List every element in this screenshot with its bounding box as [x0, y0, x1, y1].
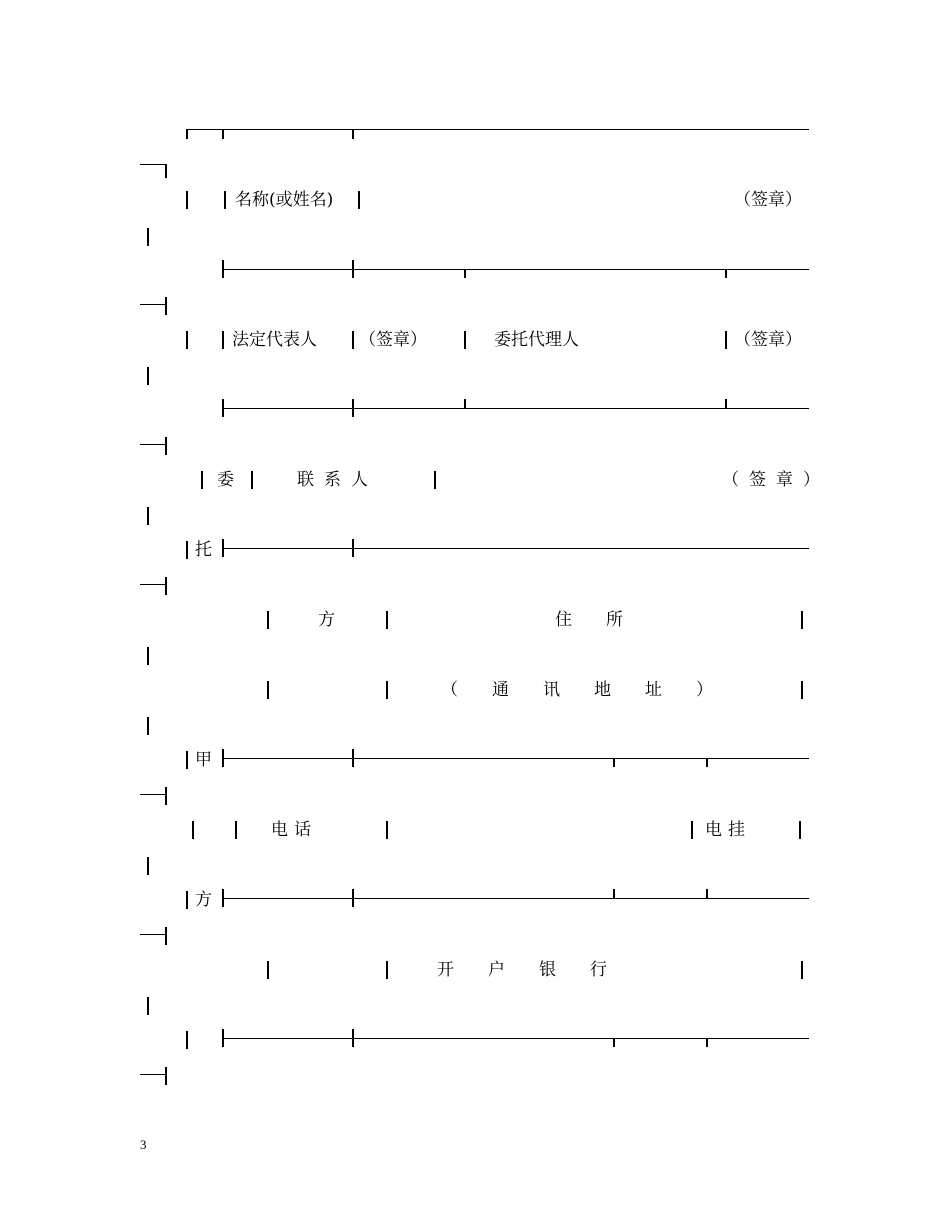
- agent-label: 委托代理人: [494, 330, 579, 350]
- phone-label: 电话: [271, 820, 317, 840]
- rule-tick: [464, 269, 466, 278]
- cell-border: [386, 611, 388, 629]
- rule-tick: [706, 1038, 708, 1047]
- rule-tick: [222, 260, 224, 278]
- wrap-fragment: [140, 934, 166, 935]
- wrap-fragment: [147, 647, 149, 665]
- rule-tick: [613, 1038, 615, 1047]
- rule-tick: [352, 260, 354, 278]
- rule-tick: [222, 129, 224, 139]
- name-sign: （签章）: [734, 190, 802, 210]
- cell-border: [725, 331, 727, 349]
- wrap-fragment: [165, 297, 167, 315]
- cell-border: [386, 821, 388, 839]
- rule-tick: [352, 1029, 354, 1047]
- cell-border: [267, 961, 269, 979]
- telegraph-label: 电挂: [705, 820, 751, 840]
- rule-tick: [613, 889, 615, 898]
- fang-label: 方: [318, 610, 335, 630]
- wrap-fragment: [140, 444, 166, 445]
- wrap-fragment: [140, 584, 166, 585]
- wrap-fragment: [165, 437, 167, 455]
- rule-tick: [725, 269, 727, 278]
- cell-border: [192, 821, 194, 839]
- wrap-fragment: [165, 787, 167, 805]
- cell-border: [386, 681, 388, 699]
- rule-tick: [706, 889, 708, 898]
- rule-tick: [222, 399, 224, 417]
- wrap-fragment: [147, 717, 149, 735]
- party-char-tuo: 托: [195, 540, 212, 560]
- wrap-fragment: [147, 997, 149, 1015]
- party-char-fang: 方: [195, 890, 212, 910]
- rule-tick: [222, 1029, 224, 1047]
- rule-6: [222, 1038, 809, 1039]
- rule-tick: [706, 758, 708, 767]
- cell-border: [186, 1031, 188, 1049]
- cell-border: [352, 331, 354, 349]
- cell-border: [799, 821, 801, 839]
- cell-border: [224, 191, 226, 209]
- party-char-jia: 甲: [195, 750, 212, 770]
- cell-border: [801, 681, 803, 699]
- cell-border: [201, 471, 203, 489]
- rule-3: [222, 548, 809, 549]
- rule-tick: [725, 399, 727, 408]
- rule-1: [222, 269, 809, 270]
- rule-tick: [352, 399, 354, 417]
- cell-border: [386, 961, 388, 979]
- wrap-fragment: [140, 794, 166, 795]
- mail-address-label: （通讯地址）: [441, 680, 747, 700]
- contact-label: 联系人: [297, 470, 378, 490]
- cell-border: [186, 751, 188, 769]
- rule-tick: [613, 758, 615, 767]
- rule-4: [222, 758, 809, 759]
- legal-rep-sign: （签章）: [359, 330, 427, 350]
- wrap-fragment: [165, 577, 167, 595]
- bank-label: 开户银行: [437, 960, 641, 980]
- name-label: 名称(或姓名): [235, 190, 334, 210]
- cell-border: [691, 821, 693, 839]
- cell-border: [801, 961, 803, 979]
- cell-border: [434, 471, 436, 489]
- cell-border: [235, 821, 237, 839]
- contact-sign: （签章）: [722, 470, 830, 490]
- cell-border: [251, 471, 253, 489]
- cell-border: [186, 541, 188, 559]
- cell-border: [186, 191, 188, 209]
- wrap-fragment: [165, 927, 167, 945]
- rule-tick: [222, 889, 224, 907]
- party-char-wei: 委: [217, 470, 234, 490]
- cell-border: [222, 331, 224, 349]
- page-number: 3: [140, 1137, 147, 1152]
- rule-tick: [352, 539, 354, 557]
- rule-tick: [222, 539, 224, 557]
- legal-rep-label: 法定代表人: [232, 330, 317, 350]
- cell-border: [358, 191, 360, 209]
- rule-tick: [186, 129, 188, 139]
- wrap-fragment: [165, 164, 167, 178]
- rule-top: [186, 129, 809, 130]
- rule-2: [222, 408, 809, 409]
- rule-tick: [464, 399, 466, 408]
- rule-5: [222, 898, 809, 899]
- cell-border: [267, 611, 269, 629]
- rule-tick: [352, 749, 354, 767]
- wrap-fragment: [147, 507, 149, 525]
- cell-border: [801, 611, 803, 629]
- rule-tick: [222, 749, 224, 767]
- wrap-fragment: [147, 367, 149, 385]
- wrap-fragment: [165, 1067, 167, 1085]
- wrap-fragment: [147, 228, 149, 246]
- wrap-fragment: [140, 164, 166, 165]
- rule-tick: [352, 129, 354, 139]
- address-label: 住所: [555, 610, 657, 630]
- cell-border: [464, 331, 466, 349]
- wrap-fragment: [147, 857, 149, 875]
- wrap-fragment: [140, 304, 166, 305]
- cell-border: [186, 331, 188, 349]
- cell-border: [186, 891, 188, 909]
- rule-tick: [352, 889, 354, 907]
- wrap-fragment: [140, 1074, 166, 1075]
- agent-sign: （签章）: [734, 330, 802, 350]
- cell-border: [267, 681, 269, 699]
